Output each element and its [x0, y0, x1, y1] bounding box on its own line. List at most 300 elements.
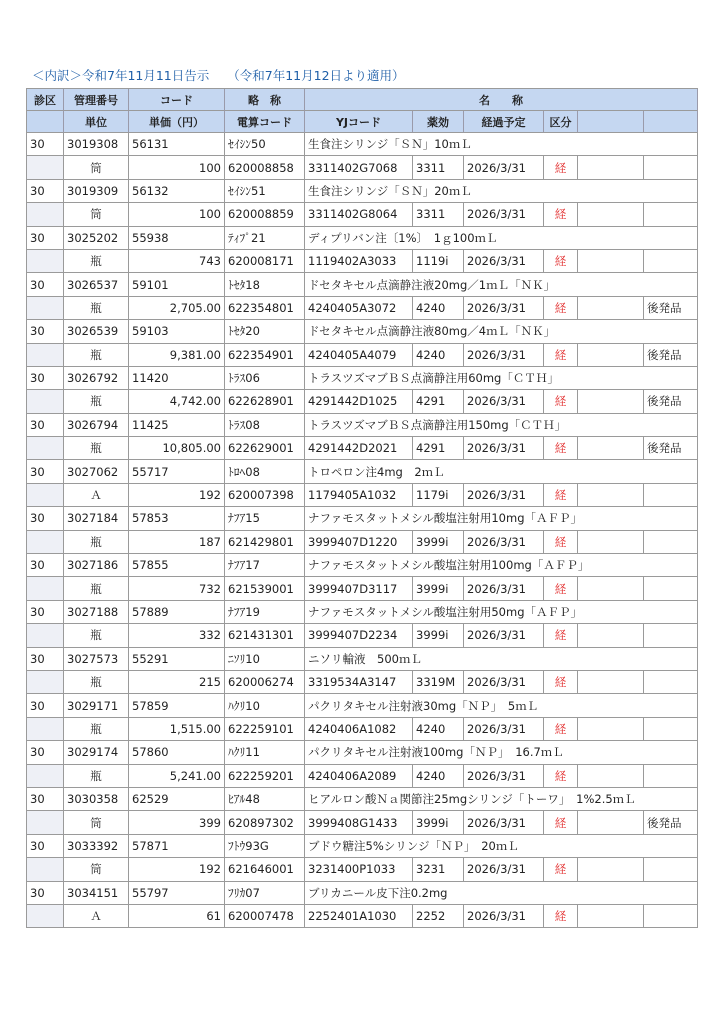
item-price: 9,381.00 — [129, 344, 225, 367]
item-main-row — [27, 273, 698, 296]
item-price: 192 — [129, 858, 225, 881]
item-extra — [578, 156, 644, 179]
item-keika: 2026/3/31 — [464, 577, 544, 600]
item-yj: 3311402G7068 — [305, 156, 413, 179]
item-kanri: 3030358 — [64, 788, 129, 811]
item-extra — [578, 905, 644, 928]
header-blank — [27, 111, 64, 133]
item-extra — [578, 437, 644, 460]
item-ryakusho: ﾅﾌｱ17 — [225, 554, 305, 577]
item-ryakusho: ﾊｸﾘ10 — [225, 694, 305, 717]
item-detail-row — [27, 437, 698, 460]
item-main-row — [27, 507, 698, 530]
item-shinku: 30 — [27, 227, 64, 250]
item-detail-row — [27, 156, 698, 179]
item-code: 56131 — [129, 133, 225, 156]
item-unit: 瓶 — [64, 390, 129, 413]
item-shinku: 30 — [27, 554, 64, 577]
item-note: 後発品 — [644, 437, 698, 460]
item-extra — [578, 531, 644, 554]
item-densan: 622629001 — [225, 437, 305, 460]
item-price: 1,515.00 — [129, 718, 225, 741]
item-ryakusho: ﾄﾗｽ08 — [225, 414, 305, 437]
item-unit: 瓶 — [64, 765, 129, 788]
item-blank — [27, 250, 64, 273]
item-keika: 2026/3/31 — [464, 437, 544, 460]
item-blank — [27, 718, 64, 741]
item-extra — [578, 671, 644, 694]
item-ryakusho: ﾅﾌｱ19 — [225, 601, 305, 624]
item-name: トラスツズマブＢＳ点滴静注用150mg「ＣＴＨ」 — [305, 414, 698, 437]
item-kanri: 3026537 — [64, 273, 129, 296]
item-yj: 3231400P1033 — [305, 858, 413, 881]
item-code: 57860 — [129, 741, 225, 764]
item-keika: 2026/3/31 — [464, 390, 544, 413]
item-yj: 4240405A3072 — [305, 297, 413, 320]
item-detail-row — [27, 531, 698, 554]
header-tani: 単位 — [64, 111, 129, 133]
item-yakko: 3999i — [413, 624, 464, 647]
item-kanri: 3019309 — [64, 180, 129, 203]
header-kubun: 区分 — [544, 111, 578, 133]
item-kubun: 経 — [544, 577, 578, 600]
item-keika: 2026/3/31 — [464, 905, 544, 928]
item-code: 56132 — [129, 180, 225, 203]
item-unit: Ａ — [64, 484, 129, 507]
item-yj: 4291442D1025 — [305, 390, 413, 413]
item-yj: 3999407D3117 — [305, 577, 413, 600]
item-unit: 瓶 — [64, 624, 129, 647]
item-unit: 瓶 — [64, 250, 129, 273]
item-yakko: 4240 — [413, 344, 464, 367]
header-meisho: 名 称 — [305, 89, 698, 111]
item-densan: 622259101 — [225, 718, 305, 741]
item-yj: 3999407D2234 — [305, 624, 413, 647]
header-row-1 — [27, 89, 698, 111]
item-shinku: 30 — [27, 460, 64, 483]
item-note — [644, 156, 698, 179]
item-keika: 2026/3/31 — [464, 811, 544, 834]
item-kanri: 3026792 — [64, 367, 129, 390]
item-blank — [27, 156, 64, 179]
item-code: 62529 — [129, 788, 225, 811]
item-blank — [27, 531, 64, 554]
item-shinku: 30 — [27, 507, 64, 530]
item-main-row — [27, 601, 698, 624]
item-code: 11420 — [129, 367, 225, 390]
item-unit: 瓶 — [64, 671, 129, 694]
item-extra — [578, 250, 644, 273]
item-blank — [27, 811, 64, 834]
item-extra — [578, 390, 644, 413]
item-kanri: 3027062 — [64, 460, 129, 483]
price-list-table — [26, 88, 698, 928]
item-kubun: 経 — [544, 203, 578, 226]
item-name: ドセタキセル点滴静注液20mg／1ｍＬ「ＮＫ」 — [305, 273, 698, 296]
item-densan: 622628901 — [225, 390, 305, 413]
item-yakko: 4240 — [413, 718, 464, 741]
item-kanri: 3034151 — [64, 882, 129, 905]
item-main-row — [27, 741, 698, 764]
item-kubun: 経 — [544, 624, 578, 647]
item-note — [644, 671, 698, 694]
header-row-2 — [27, 111, 698, 133]
item-unit: 筒 — [64, 156, 129, 179]
item-keika: 2026/3/31 — [464, 484, 544, 507]
item-code: 57859 — [129, 694, 225, 717]
item-kubun: 経 — [544, 531, 578, 554]
item-unit: 瓶 — [64, 531, 129, 554]
title-effective-date: （令和7年11月12日より適用） — [227, 68, 405, 83]
item-yakko: 3311 — [413, 203, 464, 226]
item-yakko: 3999i — [413, 577, 464, 600]
page-title — [32, 66, 405, 84]
item-code: 11425 — [129, 414, 225, 437]
item-name: パクリタキセル注射液30mg「ＮＰ」 5ｍＬ — [305, 694, 698, 717]
title-notice: ＜内訳＞令和7年11月11日告示 — [32, 68, 210, 83]
item-name: ブドウ糖注5%シリンジ「ＮＰ」 20ｍＬ — [305, 835, 698, 858]
item-extra — [578, 484, 644, 507]
item-price: 399 — [129, 811, 225, 834]
item-kanri: 3027184 — [64, 507, 129, 530]
item-code: 57871 — [129, 835, 225, 858]
item-name: ナファモスタットメシル酸塩注射用100mg「ＡＦＰ」 — [305, 554, 698, 577]
item-price: 732 — [129, 577, 225, 600]
item-price: 743 — [129, 250, 225, 273]
item-blank — [27, 203, 64, 226]
item-yj: 2252401A1030 — [305, 905, 413, 928]
item-price: 100 — [129, 156, 225, 179]
item-yj: 1179405A1032 — [305, 484, 413, 507]
item-shinku: 30 — [27, 788, 64, 811]
header-blank-3 — [644, 111, 698, 133]
item-blank — [27, 484, 64, 507]
item-shinku: 30 — [27, 180, 64, 203]
item-densan: 621431301 — [225, 624, 305, 647]
item-kanri: 3026539 — [64, 320, 129, 343]
item-densan: 620007478 — [225, 905, 305, 928]
item-yakko: 3999i — [413, 811, 464, 834]
item-ryakusho: ﾄﾛﾍ08 — [225, 460, 305, 483]
item-keika: 2026/3/31 — [464, 531, 544, 554]
item-kubun: 経 — [544, 858, 578, 881]
item-yakko: 4240 — [413, 297, 464, 320]
item-main-row — [27, 133, 698, 156]
item-ryakusho: ﾄﾗｽ06 — [225, 367, 305, 390]
item-unit: 瓶 — [64, 297, 129, 320]
item-main-row — [27, 648, 698, 671]
item-keika: 2026/3/31 — [464, 718, 544, 741]
item-yj: 1119402A3033 — [305, 250, 413, 273]
item-price: 61 — [129, 905, 225, 928]
item-main-row — [27, 882, 698, 905]
item-main-row — [27, 460, 698, 483]
item-note — [644, 905, 698, 928]
item-kubun: 経 — [544, 905, 578, 928]
item-kubun: 経 — [544, 344, 578, 367]
item-kanri: 3029171 — [64, 694, 129, 717]
item-note — [644, 858, 698, 881]
item-shinku: 30 — [27, 741, 64, 764]
item-main-row — [27, 367, 698, 390]
item-ryakusho: ﾄｾﾀ20 — [225, 320, 305, 343]
item-shinku: 30 — [27, 367, 64, 390]
item-price: 332 — [129, 624, 225, 647]
item-kubun: 経 — [544, 718, 578, 741]
item-shinku: 30 — [27, 320, 64, 343]
item-densan: 620897302 — [225, 811, 305, 834]
item-kanri: 3019308 — [64, 133, 129, 156]
item-yj: 3319534A3147 — [305, 671, 413, 694]
item-keika: 2026/3/31 — [464, 671, 544, 694]
item-extra — [578, 297, 644, 320]
item-code: 55291 — [129, 648, 225, 671]
item-detail-row — [27, 203, 698, 226]
item-blank — [27, 858, 64, 881]
item-price: 10,805.00 — [129, 437, 225, 460]
item-blank — [27, 297, 64, 320]
item-blank — [27, 390, 64, 413]
item-kanri: 3026794 — [64, 414, 129, 437]
item-price: 5,241.00 — [129, 765, 225, 788]
header-kanri: 管理番号 — [64, 89, 129, 111]
item-name: ナファモスタットメシル酸塩注射用50mg「ＡＦＰ」 — [305, 601, 698, 624]
header-code: コード — [129, 89, 225, 111]
item-unit: 筒 — [64, 858, 129, 881]
item-blank — [27, 765, 64, 788]
item-kubun: 経 — [544, 156, 578, 179]
item-detail-row — [27, 858, 698, 881]
item-price: 192 — [129, 484, 225, 507]
item-unit: Ａ — [64, 905, 129, 928]
header-keika: 経過予定 — [464, 111, 544, 133]
header-shinku: 診区 — [27, 89, 64, 111]
item-yj: 3999408G1433 — [305, 811, 413, 834]
item-keika: 2026/3/31 — [464, 203, 544, 226]
item-name: ブリカニール皮下注0.2mg — [305, 882, 698, 905]
item-code: 57889 — [129, 601, 225, 624]
item-detail-row — [27, 811, 698, 834]
item-densan: 622354801 — [225, 297, 305, 320]
item-keika: 2026/3/31 — [464, 297, 544, 320]
item-yj: 4291442D2021 — [305, 437, 413, 460]
header-blank-2 — [578, 111, 644, 133]
item-unit: 瓶 — [64, 718, 129, 741]
item-kubun: 経 — [544, 297, 578, 320]
item-kanri: 3027188 — [64, 601, 129, 624]
item-code: 59103 — [129, 320, 225, 343]
item-note — [644, 531, 698, 554]
header-ryakusho: 略 称 — [225, 89, 305, 111]
item-name: ヒアルロン酸Ｎａ関節注25mgシリンジ「トーワ」 1%2.5ｍＬ — [305, 788, 698, 811]
item-densan: 620008858 — [225, 156, 305, 179]
item-ryakusho: ﾋｱﾙ48 — [225, 788, 305, 811]
item-note — [644, 577, 698, 600]
item-note: 後発品 — [644, 390, 698, 413]
item-unit: 瓶 — [64, 577, 129, 600]
header-yj: YJコード — [305, 111, 413, 133]
item-main-row — [27, 835, 698, 858]
item-detail-row — [27, 718, 698, 741]
item-main-row — [27, 320, 698, 343]
item-note — [644, 765, 698, 788]
item-ryakusho: ｾｲｼﾝ50 — [225, 133, 305, 156]
item-note — [644, 203, 698, 226]
item-densan: 621646001 — [225, 858, 305, 881]
item-keika: 2026/3/31 — [464, 765, 544, 788]
item-note — [644, 484, 698, 507]
item-price: 100 — [129, 203, 225, 226]
item-name: トラスツズマブＢＳ点滴静注用60mg「ＣＴＨ」 — [305, 367, 698, 390]
item-shinku: 30 — [27, 835, 64, 858]
item-ryakusho: ﾌﾘｶ07 — [225, 882, 305, 905]
item-detail-row — [27, 390, 698, 413]
item-extra — [578, 344, 644, 367]
item-shinku: 30 — [27, 882, 64, 905]
item-name: ニソリ輸液 500ｍＬ — [305, 648, 698, 671]
item-densan: 622354901 — [225, 344, 305, 367]
item-kubun: 経 — [544, 437, 578, 460]
item-shinku: 30 — [27, 414, 64, 437]
item-shinku: 30 — [27, 273, 64, 296]
item-detail-row — [27, 624, 698, 647]
item-detail-row — [27, 344, 698, 367]
item-note — [644, 624, 698, 647]
item-ryakusho: ﾊｸﾘ11 — [225, 741, 305, 764]
item-kanri: 3029174 — [64, 741, 129, 764]
item-keika: 2026/3/31 — [464, 250, 544, 273]
item-kubun: 経 — [544, 250, 578, 273]
item-kanri: 3027186 — [64, 554, 129, 577]
item-blank — [27, 671, 64, 694]
item-main-row — [27, 554, 698, 577]
item-detail-row — [27, 250, 698, 273]
item-kubun: 経 — [544, 811, 578, 834]
item-shinku: 30 — [27, 694, 64, 717]
item-detail-row — [27, 905, 698, 928]
item-blank — [27, 344, 64, 367]
item-name: ドセタキセル点滴静注液80mg／4ｍＬ「ＮＫ」 — [305, 320, 698, 343]
item-main-row — [27, 414, 698, 437]
item-name: パクリタキセル注射液100mg「ＮＰ」 16.7ｍＬ — [305, 741, 698, 764]
item-yakko: 3231 — [413, 858, 464, 881]
item-extra — [578, 203, 644, 226]
item-kanri: 3027573 — [64, 648, 129, 671]
item-main-row — [27, 788, 698, 811]
item-yakko: 1179i — [413, 484, 464, 507]
item-name: ナファモスタットメシル酸塩注射用10mg「ＡＦＰ」 — [305, 507, 698, 530]
item-yj: 4240406A2089 — [305, 765, 413, 788]
item-yakko: 1119i — [413, 250, 464, 273]
item-densan: 620007398 — [225, 484, 305, 507]
item-shinku: 30 — [27, 601, 64, 624]
item-ryakusho: ｾｲｼﾝ51 — [225, 180, 305, 203]
item-extra — [578, 811, 644, 834]
item-ryakusho: ﾆｿﾘ10 — [225, 648, 305, 671]
item-keika: 2026/3/31 — [464, 156, 544, 179]
item-kanri: 3033392 — [64, 835, 129, 858]
item-yj: 4240406A1082 — [305, 718, 413, 741]
item-extra — [578, 858, 644, 881]
item-kubun: 経 — [544, 390, 578, 413]
item-detail-row — [27, 577, 698, 600]
header-densan: 電算コード — [225, 111, 305, 133]
item-yj: 3311402G8064 — [305, 203, 413, 226]
item-shinku: 30 — [27, 133, 64, 156]
item-code: 55797 — [129, 882, 225, 905]
item-densan: 622259201 — [225, 765, 305, 788]
item-ryakusho: ﾃｨﾌﾟ21 — [225, 227, 305, 250]
item-blank — [27, 624, 64, 647]
item-main-row — [27, 180, 698, 203]
item-name: ディプリバン注〔1%〕 1ｇ100ｍＬ — [305, 227, 698, 250]
item-kanri: 3025202 — [64, 227, 129, 250]
item-densan: 620008859 — [225, 203, 305, 226]
item-detail-row — [27, 484, 698, 507]
item-detail-row — [27, 297, 698, 320]
header-yakko: 薬効 — [413, 111, 464, 133]
header-tanka: 単価（円） — [129, 111, 225, 133]
item-name: 生食注シリンジ「ＳＮ」10ｍＬ — [305, 133, 698, 156]
item-main-row — [27, 227, 698, 250]
item-extra — [578, 765, 644, 788]
item-detail-row — [27, 765, 698, 788]
item-note: 後発品 — [644, 811, 698, 834]
item-blank — [27, 437, 64, 460]
item-yakko: 3999i — [413, 531, 464, 554]
item-note — [644, 250, 698, 273]
item-code: 55938 — [129, 227, 225, 250]
item-densan: 620006274 — [225, 671, 305, 694]
item-price: 215 — [129, 671, 225, 694]
item-main-row — [27, 694, 698, 717]
item-blank — [27, 577, 64, 600]
item-densan: 620008171 — [225, 250, 305, 273]
item-unit: 瓶 — [64, 344, 129, 367]
item-unit: 筒 — [64, 203, 129, 226]
item-unit: 筒 — [64, 811, 129, 834]
item-keika: 2026/3/31 — [464, 624, 544, 647]
item-ryakusho: ﾄｾﾀ18 — [225, 273, 305, 296]
item-code: 55717 — [129, 460, 225, 483]
item-ryakusho: ﾌﾄｳ93G — [225, 835, 305, 858]
item-kubun: 経 — [544, 765, 578, 788]
item-keika: 2026/3/31 — [464, 344, 544, 367]
item-yakko: 4291 — [413, 437, 464, 460]
item-blank — [27, 905, 64, 928]
item-price: 187 — [129, 531, 225, 554]
item-extra — [578, 718, 644, 741]
item-detail-row — [27, 671, 698, 694]
item-ryakusho: ﾅﾌｱ15 — [225, 507, 305, 530]
item-keika: 2026/3/31 — [464, 858, 544, 881]
item-note — [644, 718, 698, 741]
item-kubun: 経 — [544, 671, 578, 694]
item-unit: 瓶 — [64, 437, 129, 460]
item-yakko: 3311 — [413, 156, 464, 179]
item-yakko: 4240 — [413, 765, 464, 788]
item-kubun: 経 — [544, 484, 578, 507]
item-densan: 621429801 — [225, 531, 305, 554]
item-code: 59101 — [129, 273, 225, 296]
item-name: トロペロン注4mg 2ｍＬ — [305, 460, 698, 483]
item-note: 後発品 — [644, 344, 698, 367]
item-price: 2,705.00 — [129, 297, 225, 320]
item-extra — [578, 577, 644, 600]
item-name: 生食注シリンジ「ＳＮ」20ｍＬ — [305, 180, 698, 203]
item-densan: 621539001 — [225, 577, 305, 600]
item-code: 57855 — [129, 554, 225, 577]
